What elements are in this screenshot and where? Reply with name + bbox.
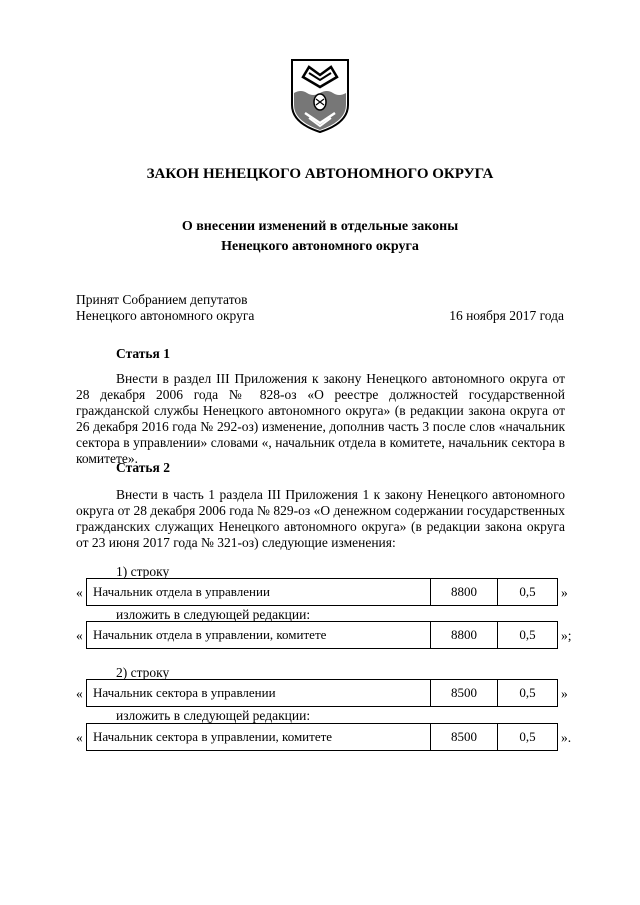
subtitle-line-1: О внесении изменений в отдельные законы xyxy=(181,219,459,234)
salary-amount: 8500 xyxy=(431,680,498,706)
position-name: Начальник сектора в управлении xyxy=(87,680,431,706)
position-name: Начальник сектора в управлении, комитете xyxy=(87,724,431,750)
adoption-line-2: Ненецкого автономного округа xyxy=(76,308,255,323)
coefficient: 0,5 xyxy=(519,685,536,700)
position-name: Начальник отдела в управлении, комитете xyxy=(87,622,431,648)
close-quote: » xyxy=(561,686,568,701)
table-row xyxy=(86,621,558,649)
coefficient: 0,5 xyxy=(519,627,536,642)
table-row xyxy=(86,723,558,751)
subtitle-line-2: Ненецкого автономного округа xyxy=(221,239,419,254)
table-row xyxy=(86,578,558,606)
close-quote: ». xyxy=(561,730,572,745)
open-quote: « xyxy=(76,686,83,701)
law-subtitle xyxy=(0,217,640,257)
close-quote: »; xyxy=(561,628,572,643)
replace-label: изложить в следующей редакции: xyxy=(116,708,311,723)
adoption-date: 16 ноября 2017 года xyxy=(449,308,564,323)
article-1-heading: Статья 1 xyxy=(116,346,170,361)
article-2-heading: Статья 2 xyxy=(116,460,170,475)
salary-amount: 8500 xyxy=(431,724,498,750)
open-quote: « xyxy=(76,730,83,745)
open-quote: « xyxy=(76,628,83,643)
table-row xyxy=(86,679,558,707)
coefficient: 0,5 xyxy=(519,584,536,599)
law-title: ЗАКОН НЕНЕЦКОГО АВТОНОМНОГО ОКРУГА xyxy=(146,166,494,182)
item-1-label: 1) строку xyxy=(116,564,170,579)
article-1-text: Внести в раздел III Приложения к закону Ненецкого автономного округа от 28 декабря 2006 года № 828-оз «О реестре должностей государственной гражданской службы Ненецкого автономного округа» (в редакции закона округа от 26 декабря 2016 года № 292-оз) изменение, дополнив часть 3 после слов «начальник сектора в управлении» словами «, начальник отдела в комитете, начальник сектора в комитете». xyxy=(76,371,565,466)
adoption-line-1: Принят Собранием депутатов xyxy=(76,292,248,307)
item-2-label: 2) строку xyxy=(116,665,170,680)
close-quote: » xyxy=(561,585,568,600)
article-2-text: Внести в часть 1 раздела III Приложения 1 к закону Ненецкого автономного округа от 28 декабря 2006 года № 829-оз «О денежном содержании государственных гражданских служащих Ненецкого автономного округа» (в редакции закона округа от 23 июня 2017 года № 321-оз) следующие изменения: xyxy=(76,487,565,550)
coat-of-arms xyxy=(289,57,351,135)
salary-amount: 8800 xyxy=(431,579,498,605)
open-quote: « xyxy=(76,585,83,600)
coefficient: 0,5 xyxy=(519,729,536,744)
salary-amount: 8800 xyxy=(431,622,498,648)
position-name: Начальник отдела в управлении xyxy=(87,579,431,605)
adoption-info xyxy=(76,292,254,324)
replace-label: изложить в следующей редакции: xyxy=(116,607,311,622)
